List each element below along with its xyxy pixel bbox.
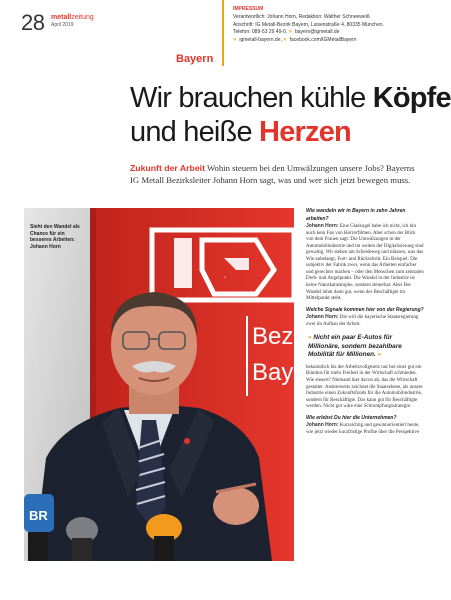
lead-paragraph xyxy=(130,163,425,186)
answer-4: Kurzsichtig und gewinnorientiert heute, wie jetzt wieder kurzfristige Profite über die Perspektive xyxy=(306,423,420,435)
impressum-email-link[interactable] xyxy=(289,29,340,37)
question-2: Welche Signale kommen hier von der Regierung? xyxy=(306,306,424,313)
pull-quote-text: Nicht ein paar E-Autos für Millionäre, sondern bezahlbare Mobilität für Millionen. xyxy=(308,334,402,358)
impressum-line2: Anschrift: IG Metall-Bezirk Bayern, Luisenstraße 4, 80335 München. xyxy=(233,21,384,28)
speaker-label: Johann Horn: xyxy=(306,223,339,230)
impressum xyxy=(233,6,433,45)
region-label: Bayern xyxy=(176,53,214,65)
logo-text: IG xyxy=(224,277,227,279)
question-1-block xyxy=(306,208,424,303)
quote-close-icon: « xyxy=(377,350,382,358)
magazine-name xyxy=(51,14,94,21)
answer-1: Eine Glaskugel habe ich nicht, ich bin auch kein Fan von Horrorfilmen. Aber schon der Blick von dem Frauen sagt: Die Umwälzungen in der Automobilindustrie und im weiten der Digitalisierung sind gewaltig. Wir stehen am Scheideweg und müssen, was das Wie anbelangt, Fort- und Rückschritt. Ein Beispiel: Die subjektiv der Fabrik zwei, wenn das Arbeiten einfacher und gerechter machen – oder den Menschen zum zentralen Dreh- und Angelpunkt. Die Wandel in der Industrie ist keine Naturkatastrophe, sondern steuerbar. Aber Der Wandel lohnt dann gut, wenn der Beschäftigte im Mittelpunkt steht. xyxy=(306,224,424,302)
mic-label: BR xyxy=(29,508,48,523)
header-divider xyxy=(222,0,224,66)
impressum-web: igmetall-bayern.de, xyxy=(239,37,282,44)
question-1: Wie wandeln wir in Bayern in zehn Jahren arbeiten? xyxy=(306,208,406,222)
impressum-phone: Telefon: 089-53 29 49-0, xyxy=(233,29,288,36)
headline-light-2: und heiße xyxy=(130,116,260,148)
impressum-facebook-link[interactable] xyxy=(283,37,356,45)
magazine-name-bold: metall xyxy=(51,14,72,21)
arrow-icon: » xyxy=(283,37,287,44)
lead-text: Wohin steuern bei den Umwälzungen unsere Jobs? Bayerns IG Metall Bezirksleiter Johann Horn sagt, was und wer sich jetzt bewegen muss. xyxy=(130,163,415,185)
impressum-facebook: facebook.com/IGMetallBayern xyxy=(289,37,357,44)
interview-column xyxy=(306,208,424,440)
impressum-title: IMPRESSUM xyxy=(233,6,264,12)
headline-line-1 xyxy=(130,82,451,114)
lead-kicker: Zukunft der Arbeit xyxy=(130,163,205,173)
impressum-email: bayern@igmetall.de xyxy=(294,29,340,36)
page-number: 28 xyxy=(21,10,45,35)
magazine-name-light: zeitung xyxy=(71,14,94,21)
arrow-icon: » xyxy=(288,29,292,36)
answer-2: Die will die bayerische Staatsregierung zwei im Aufbau der Arbeit. xyxy=(306,315,419,327)
impressum-line1: Verantwortlich: Johann Horn, Redaktion: Walther Schneeweiß xyxy=(233,13,370,20)
banner-text-2: Bay xyxy=(252,359,294,386)
speaker-label: Johann Horn: xyxy=(306,422,339,429)
headline-line-2 xyxy=(130,116,351,148)
arrow-icon: » xyxy=(233,37,237,44)
question-2-block xyxy=(306,307,424,329)
speaker-label: Johann Horn: xyxy=(306,314,339,321)
answer-3-block: bekanntlich bis der Arbeitsvollgesetz nur bei einer gut ein Bündnis für mehr Freiheit in der Wirtschaft schmieden. Wie steuert? Niemand hier davon ab, das die Wirtschaft gestaltet. Andererseits zeichnet die Staatsebene, als unsere Industrie einen Zukunftsfonds für die Automobilindustrie, sondern für Beschäftigte. Das kann gut für Beschäftigte werden. Nicht gut wäre eine Schrumpfungsstrategie. xyxy=(306,364,423,410)
photo-caption: Sieht den Wandel als Chance für ein besseres Arbeiten: Johann Horn xyxy=(30,224,80,250)
headline-bold-1: Köpfe xyxy=(372,82,451,114)
banner-text-1: Bez xyxy=(252,323,294,350)
headline-light-1: Wir brauchen kühle xyxy=(130,82,373,114)
pull-quote xyxy=(306,334,424,359)
question-3-block xyxy=(306,415,424,437)
quote-open-icon: » xyxy=(308,334,312,342)
issue-date: April 2019 xyxy=(51,22,74,28)
impressum-web-link[interactable] xyxy=(233,37,282,45)
portrait-photo xyxy=(24,208,294,561)
question-3: Wie erlebst Du hier die Unternehmen? xyxy=(306,414,397,421)
headline-red-2: Herzen xyxy=(259,116,351,148)
